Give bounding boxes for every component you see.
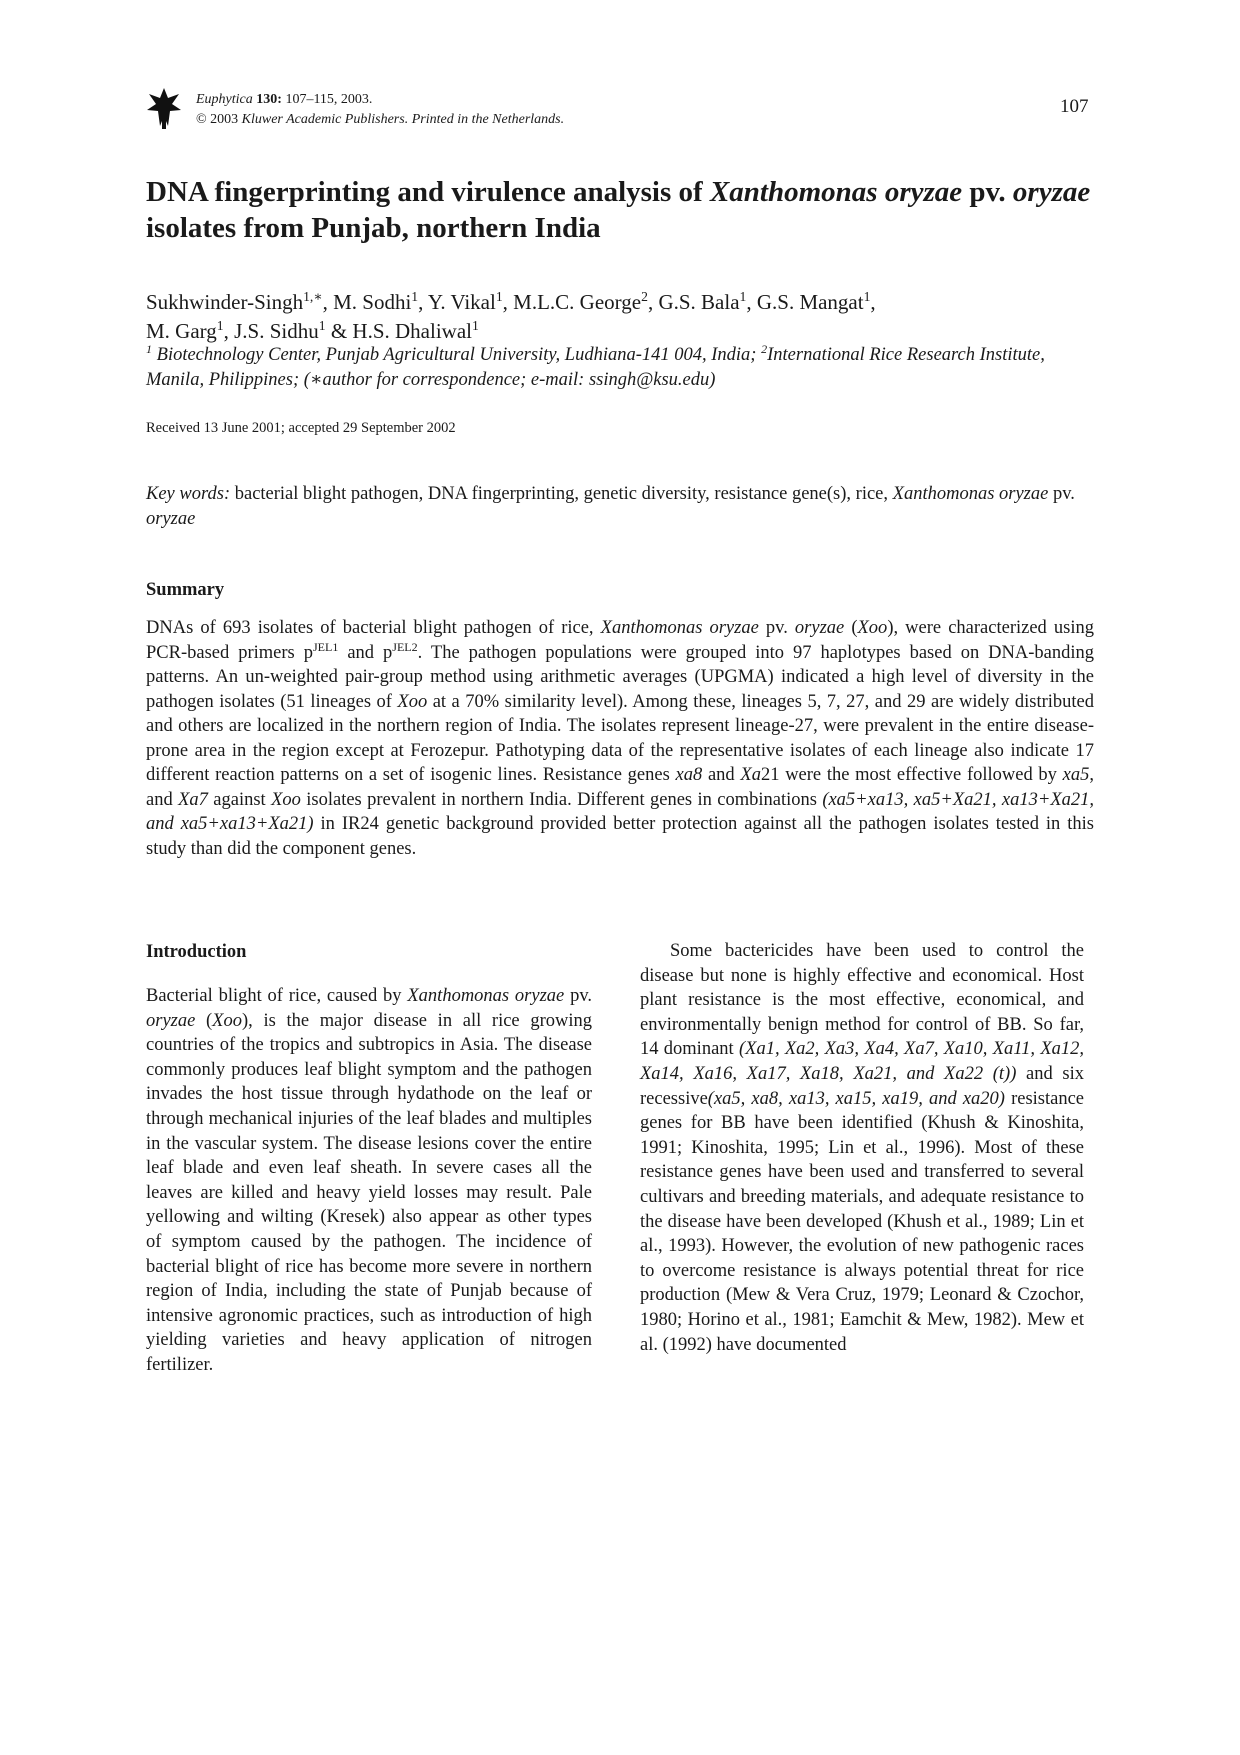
affiliation-text: International Rice Research Institute, Manila, Philippines; (∗author for correspondence; e-mail: ssingh@ksu.edu): [146, 345, 1045, 390]
page-number: 107: [1060, 96, 1089, 117]
affiliation-text: Biotechnology Center, Punjab Agricultural University, Ludhiana-141 004, India;: [152, 345, 762, 365]
text-run: and six recessive: [640, 1063, 1084, 1109]
summary-heading: Summary: [146, 580, 225, 600]
author-name: Sukhwinder-Singh: [146, 290, 304, 314]
text-run: isolates prevalent in northern India. Different genes in combinations: [300, 789, 823, 810]
italic-text: (xa5, xa8, xa13, xa15, xa19, and xa20): [707, 1088, 1005, 1109]
text-run: Some bactericides have been used to control the disease but none is highly effective and economical. Host plant resistance is the most effective, economical, and environmentally benign method for control of BB. So far, 14 dominant: [640, 941, 1084, 1060]
italic-text: oryzae: [794, 618, 845, 638]
summary-paragraph: [146, 616, 1094, 861]
author-affiliation-marker: 2: [641, 289, 648, 304]
author-name: M.L.C. George: [513, 290, 642, 314]
text-run: and: [702, 765, 741, 785]
text-run: Bacterial blight of rice, caused by: [146, 986, 408, 1006]
italic-text: oryzae: [146, 1010, 196, 1031]
text-run: 21 were the most effective followed by: [760, 765, 1063, 785]
italic-text: Xoo: [397, 691, 428, 712]
text-run: and p: [338, 642, 393, 663]
author-separator: ,: [746, 290, 757, 314]
italic-text: Xoo: [271, 789, 301, 810]
text-run: resistance genes for BB have been identified (Khush & Kinoshita, 1991; Kinoshita, 1995; Lin et al., 1996). Most of these resistance genes have been used and transferred to several cultivars and breeding materials, and adequate resistance to the disease have been developed (Khush et al., 1989; Lin et al., 1993). However, the evolution of new pathogenic races to overcome resistance is always potential threat for rice production (Mew & Vera Cruz, 1979; Leonard & Czochor, 1980; Horino et al., 1981; Eamchit & Mew, 1982). Mew et al. (1992) have documented: [640, 1088, 1085, 1355]
author-name: G.S. Mangat: [756, 290, 864, 314]
author-separator: ,: [223, 319, 235, 343]
text-run: against: [207, 789, 272, 810]
introduction-column-right: [640, 939, 1084, 1357]
author-separator: ,: [647, 290, 659, 314]
italic-text: Xanthomonas oryzae: [407, 986, 565, 1006]
italic-text: (xa5+xa13, xa5+Xa21, xa13+Xa21, and xa5+xa13+Xa21): [146, 789, 1094, 834]
keywords-text: bacterial blight pathogen, DNA fingerprinting, genetic diversity, resistance gene(s), rice,: [230, 484, 893, 504]
title-text: isolates from Punjab, northern India: [146, 212, 601, 244]
text-run: . The pathogen populations were grouped into 97 haplotypes based on DNA-banding patterns. An un-weighted pair-group method using arithmetic averages (UPGMA) indicated a high level of diversity in the pathogen isolates (51 lineages of: [146, 642, 1095, 712]
superscript-text: JEL1: [312, 639, 339, 654]
italic-text: Xa: [740, 765, 761, 785]
keywords-species: Xanthomonas oryzae: [892, 484, 1049, 504]
italic-text: Xa7: [178, 789, 208, 810]
author-affiliation-marker: 1: [216, 318, 224, 333]
author-name: J.S. Sidhu: [234, 319, 319, 343]
title-pathovar: oryzae: [1012, 176, 1091, 208]
author-name: M. Sodhi: [333, 290, 412, 314]
introduction-column-left: [146, 984, 592, 1378]
affiliations: [146, 343, 1106, 393]
author-name: G.S. Bala: [658, 290, 740, 314]
title-species: Xanthomonas oryzae: [709, 176, 963, 208]
author-separator: ,: [322, 290, 334, 314]
journal-name: Euphytica: [196, 92, 253, 107]
keywords-text: pv.: [1048, 484, 1075, 504]
copyright: © 2003: [196, 112, 239, 127]
title-text: pv.: [962, 176, 1013, 208]
author-affiliation-marker: 1: [318, 318, 326, 333]
author-name: H.S. Dhaliwal: [352, 319, 472, 343]
author-affiliation-marker: 1: [739, 289, 747, 304]
author-separator: ,: [418, 290, 428, 314]
introduction-heading: Introduction: [146, 942, 247, 962]
author-affiliation-marker: 1: [471, 318, 479, 333]
text-run: , and: [146, 765, 1094, 810]
journal-pages: 107–115, 2003.: [285, 92, 373, 107]
text-run: pv.: [564, 986, 592, 1006]
publisher: Kluwer Academic Publishers. Printed in the Netherlands.: [241, 112, 565, 127]
journal-volume: 130:: [256, 92, 282, 107]
author-separator: ,: [502, 290, 514, 314]
superscript-text: JEL2: [392, 639, 418, 654]
text-run: in IR24 genetic background provided better protection against all the pathogen isolates tested in this study than did the component genes.: [146, 814, 1094, 859]
text-run: pv.: [758, 618, 795, 638]
text-run: DNAs of 693 isolates of bacterial blight pathogen of rice,: [146, 618, 601, 638]
author-separator: ,: [870, 290, 876, 314]
author-affiliation-marker: 1: [863, 289, 871, 304]
paper-title: [146, 174, 1106, 246]
italic-text: xa5: [1062, 765, 1090, 785]
keywords-pathovar: oryzae: [146, 509, 196, 529]
italic-text: Xoo: [857, 618, 888, 638]
italic-text: (Xa1, Xa2, Xa3, Xa4, Xa7, Xa10, Xa11, Xa12, Xa14, Xa16, Xa17, Xa18, Xa21, and Xa22 (t)): [640, 1039, 1084, 1084]
author-affiliation-marker: 1: [411, 289, 419, 304]
author-name: M. Garg: [146, 319, 217, 343]
text-run: ), were characterized using PCR-based primers p: [146, 618, 1094, 663]
journal-citation: [196, 90, 564, 130]
received-dates: Received 13 June 2001; accepted 29 September 2002: [146, 420, 456, 436]
text-run: (: [844, 618, 858, 638]
title-text: DNA fingerprinting and virulence analysis of: [146, 176, 710, 208]
text-run: ), is the major disease in all rice growing countries of the tropics and subtropics in Asia. The disease commonly produces leaf blight symptom and the pathogen invades the host tissue through hydathode on the leaf or through mechanical injuries of the leaf blades and multiples in the vascular system. The disease lesions cover the entire leaf blade and even leaf sheath. In severe cases all the leaves are killed and heavy yield losses may result. Pale yellowing and wilting (Kresek) also appear as other types of symptom caused by the pathogen. The incidence of bacterial blight of rice has become more severe in northern region of India, including the state of Punjab because of intensive agronomic practices, such as introduction of high yielding varieties and heavy application of nitrogen fertilizer.: [146, 1010, 592, 1375]
keywords-label: Key words:: [146, 484, 231, 504]
italic-text: Xoo: [212, 1010, 242, 1031]
author-list: [146, 288, 1106, 346]
text-run: (: [195, 1010, 213, 1031]
affiliation-marker: 1: [146, 341, 153, 356]
italic-text: xa8: [675, 765, 703, 785]
italic-text: Xanthomonas oryzae: [600, 618, 759, 638]
publisher-logo-icon: [146, 86, 182, 130]
text-run: at a 70% similarity level). Among these, lineages 5, 7, 27, and 29 are widely distributed and others are localized in the northern region of India. The isolates represent lineage-27, were prevalent in the entire disease-prone area in the region except at Ferozepur. Pathotyping data of the representative isolates of each lineage also indicate 17 different reaction patterns on a set of isogenic lines. Resistance genes: [146, 691, 1094, 785]
author-separator: &: [325, 319, 353, 343]
author-name: Y. Vikal: [427, 290, 496, 314]
affiliation-marker: 2: [761, 341, 768, 356]
keywords: [146, 482, 1096, 532]
author-affiliation-marker: 1: [495, 289, 503, 304]
author-affiliation-marker: 1,∗: [303, 289, 323, 304]
